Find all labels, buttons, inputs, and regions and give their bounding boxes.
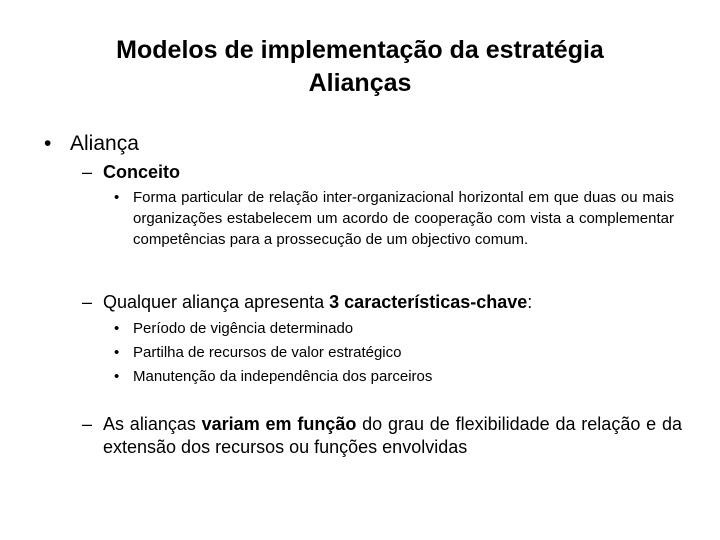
- dash-marker: –: [82, 162, 93, 182]
- dash-marker: –: [82, 292, 93, 312]
- list-item-text: Partilha de recursos de valor estratégico: [133, 344, 402, 361]
- caracteristicas-text-end: :: [527, 292, 533, 312]
- bullet-marker: •: [44, 132, 52, 155]
- small-bullet-marker: •: [114, 368, 120, 385]
- concept-definition-text: Forma particular de relação inter-organizacional horizontal em que duas ou mais organizações estabelecem um acordo de cooperação com vista a complementar competências para a prossecução de um objectivo comum.: [133, 189, 674, 248]
- variam-text-bold: variam em função: [201, 414, 357, 434]
- list-item: [114, 318, 674, 339]
- sub-bullet-conceito-label: Conceito: [103, 162, 181, 182]
- variam-text-start: As alianças: [103, 414, 202, 434]
- list-item: [114, 366, 674, 387]
- small-bullet-marker: •: [114, 320, 120, 337]
- dash-marker: –: [82, 414, 93, 434]
- bullet-alianca-label: Aliança: [70, 132, 139, 155]
- bullet-alianca: [44, 131, 139, 157]
- list-item-text: Período de vigência determinado: [133, 320, 354, 337]
- sub-bullet-conceito: [82, 161, 682, 184]
- caracteristicas-text-bold: 3 características-chave: [329, 292, 528, 312]
- concept-definition: [114, 187, 674, 250]
- caracteristicas-text-start: Qualquer aliança apresenta: [103, 292, 330, 312]
- list-item: [114, 342, 674, 363]
- sub-bullet-variam: [82, 413, 682, 459]
- variam-text-end: do grau de flexibilidade da relação e da extensão dos recursos ou funções envolvidas: [103, 414, 682, 457]
- sub-bullet-caracteristicas: [82, 291, 682, 314]
- list-item-text: Manutenção da independência dos parceiros: [133, 368, 433, 385]
- slide-title-line-2: Alianças: [308, 69, 412, 97]
- slide-title: [0, 34, 720, 100]
- small-bullet-marker: •: [114, 189, 120, 206]
- small-bullet-marker: •: [114, 344, 120, 361]
- slide-title-line-1: Modelos de implementação da estratégia: [116, 36, 604, 64]
